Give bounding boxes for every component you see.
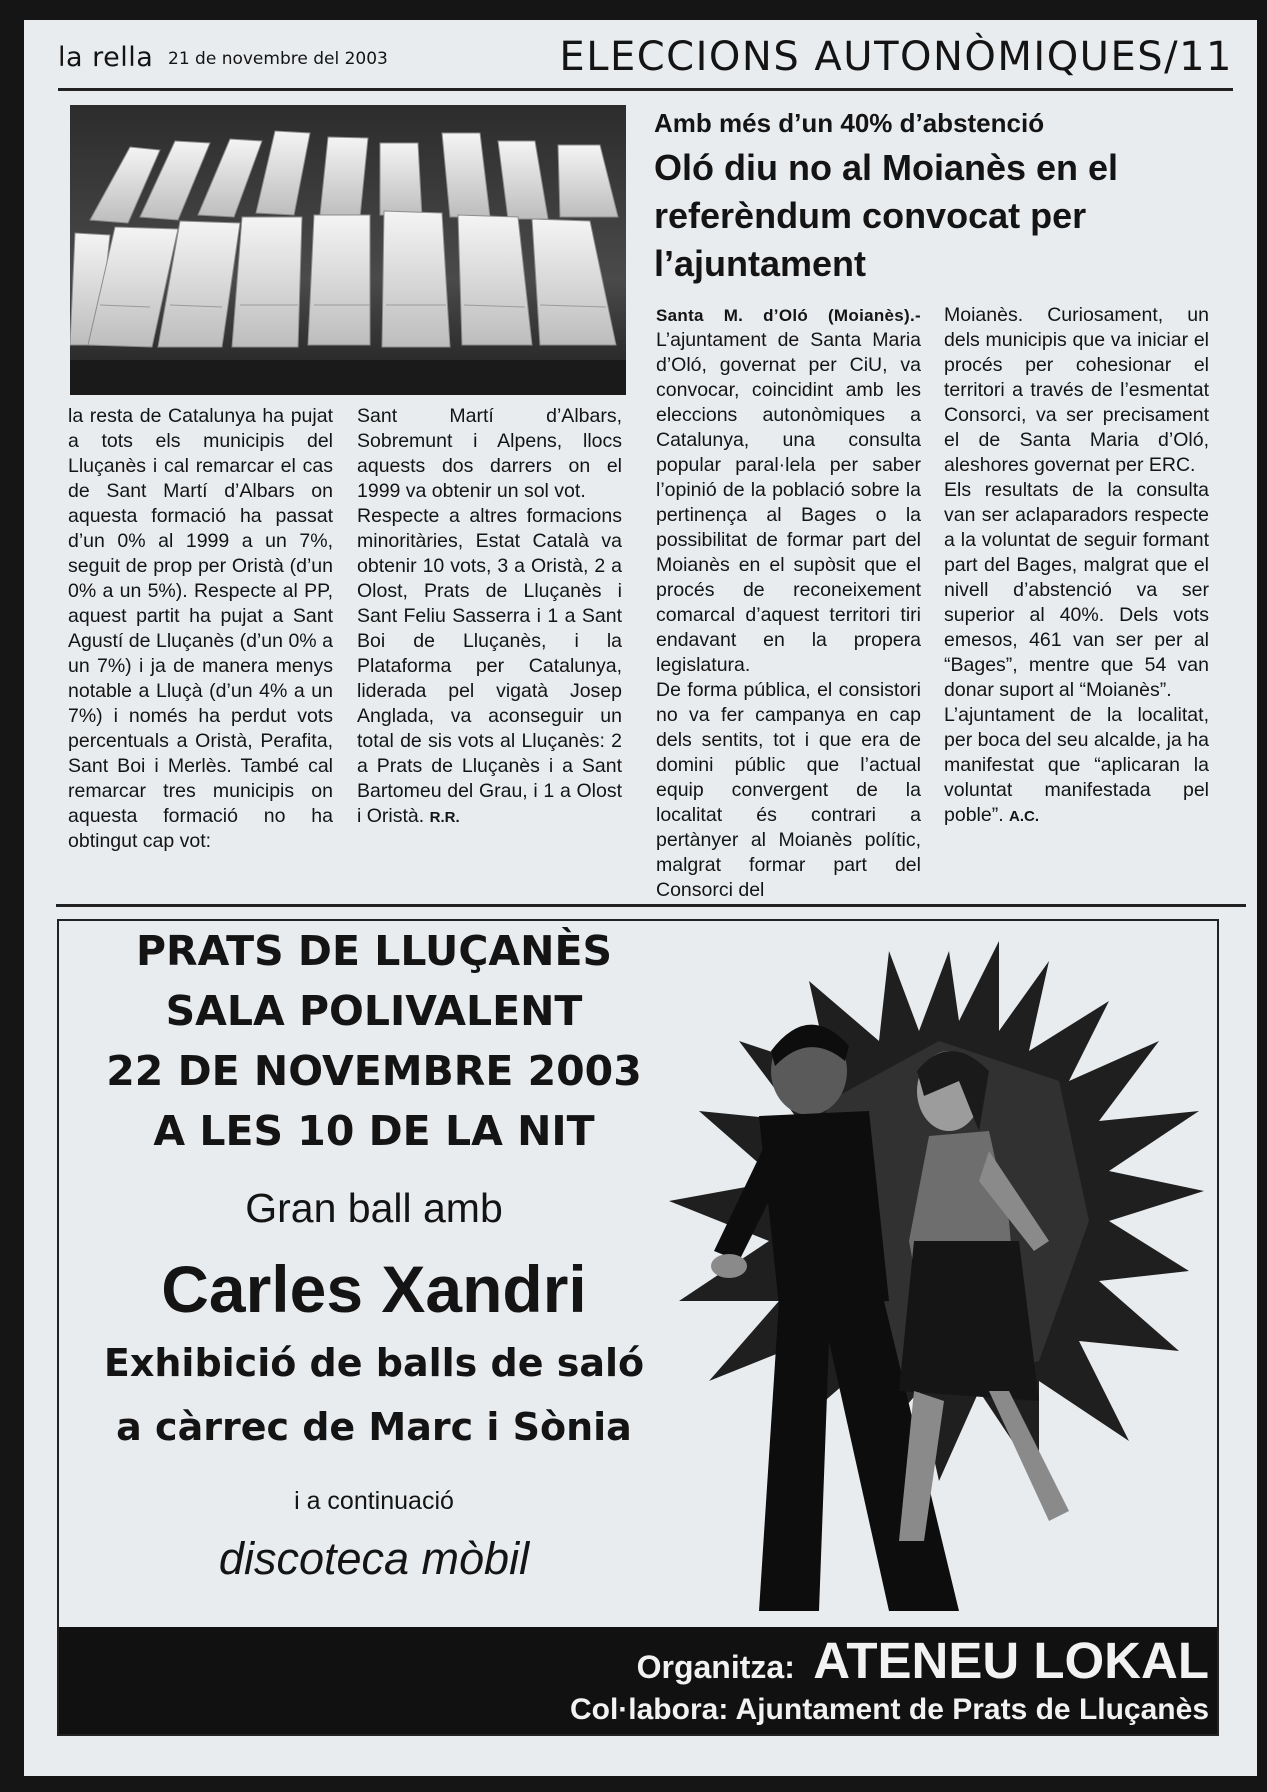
paragraph: De forma pública, el consistori no va fer campanya en cap dels sentits, tot i que era de domini públic que l’actual equip convergent de la localitat és contrari a pertànyer al Moianès polític, malgrat formar part del Consorci del [656, 679, 921, 901]
paragraph: Moianès. Curiosament, un dels municipis que va iniciar el procés per cohesionar el territori a través de l’esmentat Consorci, va ser precisament el de Santa Maria d’Oló, aleshores governat per ERC. [944, 304, 1209, 476]
ad-footer-band [59, 1627, 1217, 1734]
paragraph: Sant Martí d’Albars, Sobremunt i Alpens, llocs aquests dos darrers on el 1999 va obtenir un sol vot. [357, 405, 622, 502]
issue-date: 21 de novembre del 2003 [168, 49, 388, 69]
event-date: 22 DE NOVEMBRE 2003 [106, 1047, 642, 1095]
author-signature: A.C. [1009, 808, 1040, 825]
dateline: Santa M. d’Oló (Moianès).- [656, 306, 921, 325]
right-article-column-2 [944, 303, 1209, 829]
newspaper-name: la rella [58, 42, 154, 73]
paragraph: la resta de Catalunya ha pujat a tots els municipis del Lluçanès i cal remarcar el cas de Sant Martí d’Albars on aquesta formació ha passat d’un 0% al 1999 a un 7%, seguit de prop per Oristà (d’un 0% a un 5%). Respecte al PP, aquest partit ha pujat a Sant Agustí de Lluçanès (d’un 0% a un 7%) i ja de manera menys notable a Lluçà (d’un 4% a un 7%) i només ha perdut vots percentuals a Oristà, Perafita, Sant Boi i Merlès. També cal remarcar tres municipis on aquesta formació no ha obtingut cap vot: [68, 405, 333, 852]
dance-event-advertisement [57, 919, 1219, 1736]
continuation-text: i a continuació [294, 1487, 454, 1515]
organizer-name: ATENEU LOKAL [813, 1632, 1209, 1689]
event-location-town: PRATS DE LLUÇANÈS [135, 927, 612, 975]
page-header [58, 28, 1233, 91]
paragraph: Respecte a altres formacions minoritàries, Estat Català va obtenir 10 vots, 3 a Oristà, 2 a Olost, Prats de Lluçanès i Sant Feliu Sasserra i 1 a Sant Boi de Lluçanès, i la Plataforma per Catalunya, liderada pel vigatà Josep Anglada, va aconseguir un total de sis vots al Lluçanès: 2 a Prats de Lluçanès i a Sant Bartomeu del Grau, i 1 a Olost i Oristà. R.R. [357, 505, 622, 827]
ballot-stacks-photo [70, 105, 626, 395]
exhibition-text: Exhibició de balls de saló [103, 1341, 645, 1385]
section-and-page-number: ELECCIONS AUTONÒMIQUES/11 [559, 34, 1233, 80]
article-kicker: Amb més d’un 40% d’abstenció [654, 108, 1045, 138]
gran-ball-text: Gran ball amb [245, 1185, 503, 1231]
dancing-couple-illustration [659, 921, 1217, 1627]
article-headline: Oló diu no al Moianès en el referèndum convocat per l’ajuntament [654, 147, 1119, 284]
organizer-label: Organitza: [636, 1649, 795, 1685]
collaborator-name: Ajuntament de Prats de Lluçanès [735, 1693, 1209, 1726]
artist-name: Carles Xandri [161, 1252, 587, 1326]
collaborator-line [570, 1693, 1209, 1727]
exhibition-dancers: a càrrec de Marc i Sònia [116, 1405, 632, 1449]
paragraph: Santa M. d’Oló (Moianès).- L’ajuntament de Santa Maria d’Oló, governat per CiU, va convocar, coincidint amb les eleccions autonòmiques a Catalunya, una consulta popular paral·lela per saber l’opinió de la població sobre la pertinença al Bages o la possibilitat de formar part del Moianès en el supòsit que el procés de reconeixement comarcal d’aquest territori tiri endavant en la propera legislatura. [656, 306, 921, 676]
section-divider [56, 904, 1246, 907]
disco-text: discoteca mòbil [218, 1533, 530, 1584]
event-time: A LES 10 DE LA NIT [153, 1107, 595, 1155]
left-article-column-2 [357, 404, 622, 830]
author-signature: R.R. [429, 809, 460, 826]
organizer-line [637, 1631, 1209, 1690]
collaborator-label: Col·labora: [569, 1693, 729, 1726]
newspaper-page [24, 20, 1257, 1776]
right-article-column-1 [656, 303, 921, 903]
paragraph: L’ajuntament de la localitat, per boca del seu alcalde, ja ha manifestat que “aplicaran la voluntat manifestada pel poble”. A.C. [944, 704, 1209, 826]
event-venue: SALA POLIVALENT [165, 987, 583, 1035]
paragraph: Els resultats de la consulta van ser aclaparadors respecte a la voluntat de seguir formant part del Bages, malgrat que el nivell d’abstenció va ser superior al 40%. Dels vots emesos, 461 van ser per al “Bages”, mentre que 54 van donar suport al “Moianès”. [944, 479, 1209, 701]
ballot-stacks-image [70, 105, 626, 395]
left-article-column-1 [68, 404, 333, 854]
